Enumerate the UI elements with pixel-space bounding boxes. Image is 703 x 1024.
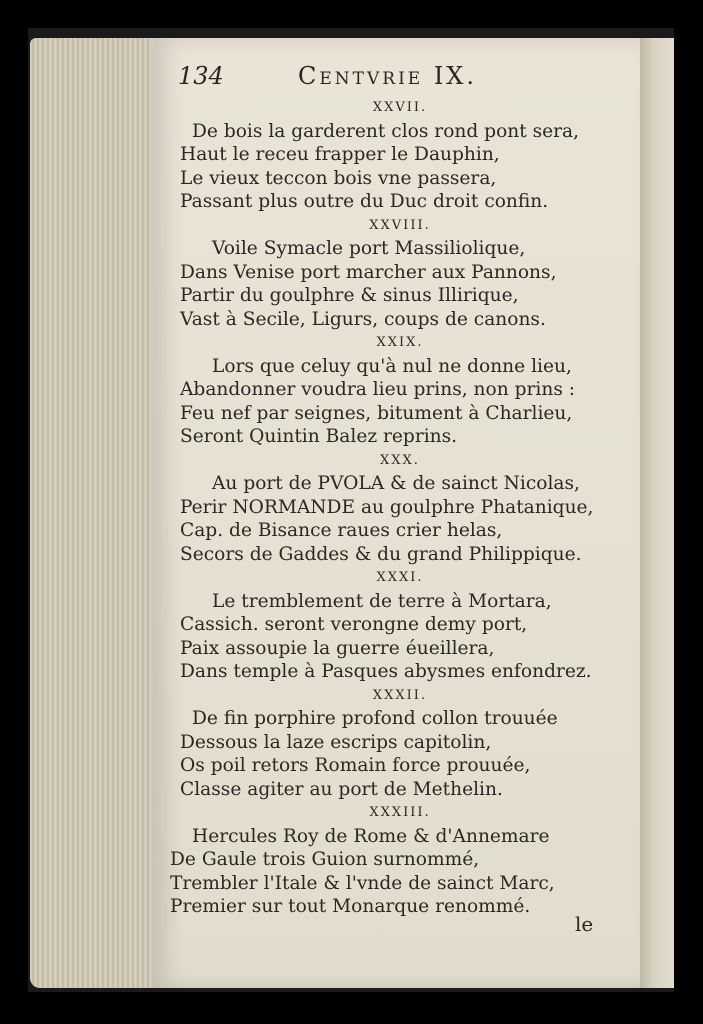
verse-line: Premier sur tout Monarque renommé. (170, 896, 531, 917)
verse-line: Vast à Secile, Ligurs, coups de canons. (180, 308, 546, 330)
quatrain-numeral: XXIX. (376, 335, 424, 350)
quatrain (170, 684, 610, 802)
page-edges (30, 38, 160, 988)
verse-line: Feu nef par seignes, bitument à Charlieu, (180, 402, 573, 424)
quatrain-list (170, 96, 610, 919)
verse-line: Abandonner voudra lieu prins, non prins : (180, 379, 576, 400)
quatrain-numeral: XXXII. (372, 687, 428, 703)
verse-line: Le tremblement de terre à Mortara, (212, 590, 552, 612)
verse-line: De bois la garderent clos rond pont sera, (192, 120, 580, 142)
verse-line: Dessous la laze escrips capitolin, (180, 731, 492, 753)
verse-line: Seront Quintin Balez reprins. (180, 426, 458, 447)
quatrain (170, 214, 610, 332)
verse-line: Secors de Gaddes & du grand Philippique. (180, 543, 582, 565)
verse-line: Os poil retors Romain force prouuée, (180, 755, 531, 776)
quatrain (170, 566, 610, 684)
quatrain (170, 801, 610, 919)
verse-line: Classe agiter au port de Methelin. (180, 778, 503, 800)
quatrain-numeral: XXVIII. (369, 217, 431, 233)
verse-line: Hercules Roy de Rome & d'Annemare (192, 825, 550, 847)
quatrain-numeral: XXVII. (372, 100, 428, 115)
verse-line: Voile Symacle port Massiliolique, (212, 238, 526, 259)
verse-line: Haut le receu frapper le Dauphin, (180, 144, 500, 165)
quatrain (170, 331, 610, 449)
quatrain (170, 96, 610, 214)
verse-line: Cassich. seront verongne demy port, (180, 614, 528, 635)
quatrain (170, 449, 610, 567)
facing-page (640, 38, 674, 988)
verse-line: De Gaule trois Guion surnommé, (170, 849, 480, 870)
verse-line: De fin porphire profond collon trouuée (192, 708, 558, 729)
quatrain-numeral: XXXIII. (369, 805, 431, 820)
verse-line: Perir NORMANDE au goulphre Phatanique, (180, 496, 594, 518)
catchword: le (575, 912, 594, 936)
verse-line: Cap. de Bisance raues crier helas, (180, 520, 503, 541)
verse-line: Paix assoupie la guerre éueillera, (180, 637, 495, 659)
running-title: Centvrie IX. (298, 62, 478, 90)
quatrain-numeral: XXXI. (376, 570, 424, 585)
page-number: 134 (178, 62, 224, 90)
verse-line: Dans temple à Pasques abysmes enfondrez. (180, 661, 592, 682)
page-header (178, 62, 658, 98)
verse-line: Trembler l'Itale & l'vnde de sainct Marc, (170, 872, 555, 894)
verse-line: Passant plus outre du Duc droit confin. (180, 191, 549, 212)
verse-line: Dans Venise port marcher aux Pannons, (180, 261, 557, 283)
verse-line: Au port de PVOLA & de sainct Nicolas, (212, 473, 580, 494)
quatrain-numeral: XXX. (380, 452, 420, 468)
verse-line: Lors que celuy qu'à nul ne donne lieu, (212, 355, 572, 377)
verse-line: Le vieux teccon bois vne passera, (180, 167, 497, 189)
verse-line: Partir du goulphre & sinus Illirique, (180, 285, 519, 306)
